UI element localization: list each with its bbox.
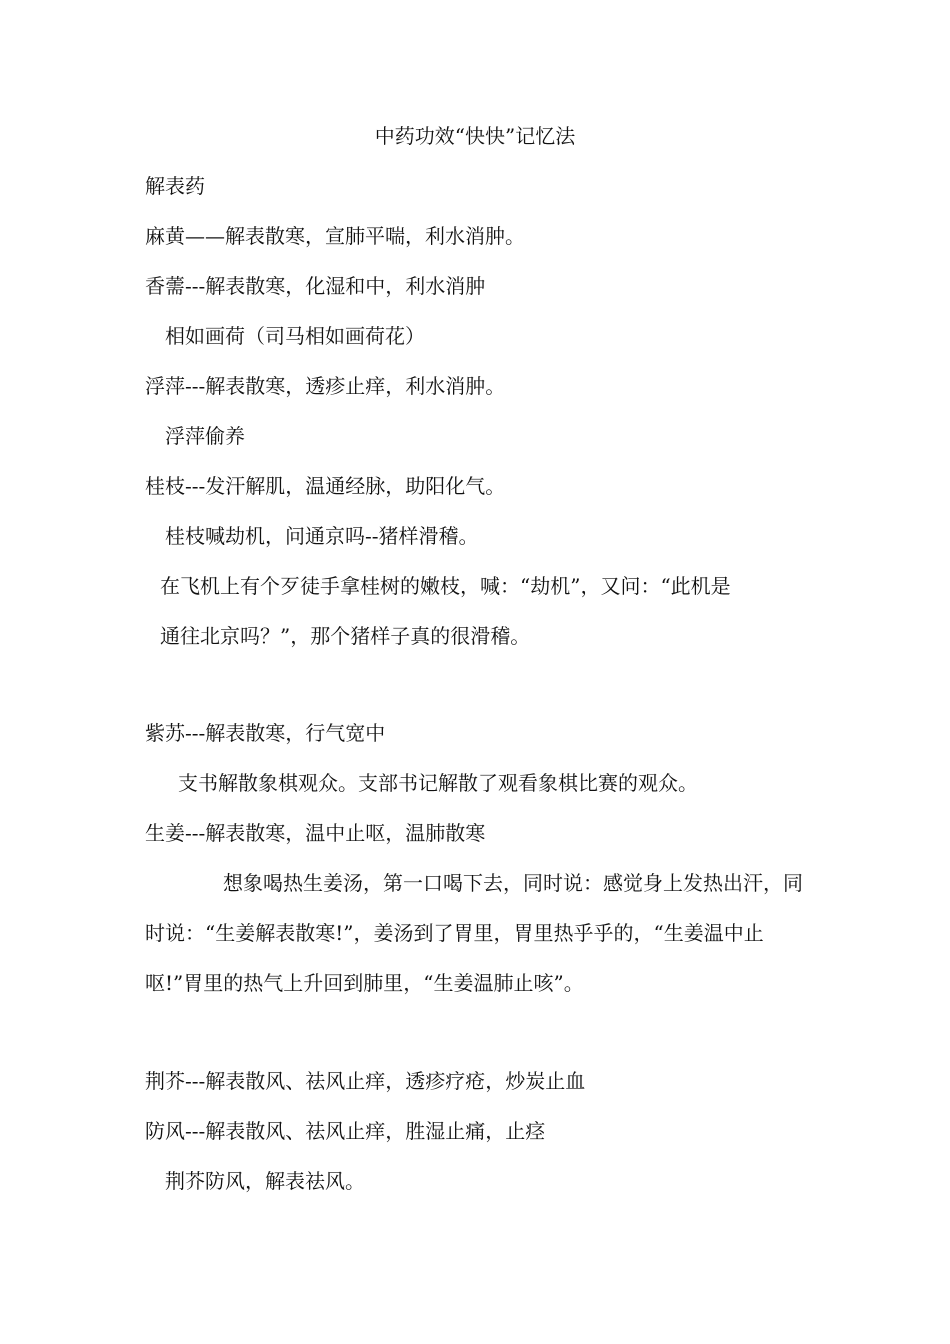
mnemonic-zisu: 支书解散象棋观众。支部书记解散了观看象棋比赛的观众。 xyxy=(178,771,698,795)
herb-line-jingjie: 荆芥---解表散风、祛风止痒，透疹疗疮，炒炭止血 xyxy=(145,1069,586,1093)
mnemonic-xiangru: 相如画荷（司马相如画荷花） xyxy=(165,324,425,348)
mnemonic-jingjie-fangfeng: 荆芥防风，解表祛风。 xyxy=(165,1169,365,1193)
herb-line-mahuang: 麻黄——解表散寒，宣肺平喘，利水消肿。 xyxy=(145,224,525,248)
story-line-guizhi-2: 通往北京吗？”，那个猪样子真的很滑稽。 xyxy=(160,624,531,648)
herb-line-zisu: 紫苏---解表散寒，行气宽中 xyxy=(145,721,386,745)
mnemonic-guizhi: 桂枝喊劫机，问通京吗--猪样滑稽。 xyxy=(165,524,479,548)
herb-line-fangfeng: 防风---解表散风、祛风止痒，胜湿止痛，止痉 xyxy=(145,1119,546,1143)
herb-line-xiangru: 香薷---解表散寒，化湿和中，利水消肿 xyxy=(145,274,486,298)
herb-line-fuping: 浮萍---解表散寒，透疹止痒，利水消肿。 xyxy=(145,374,506,398)
section-heading: 解表药 xyxy=(145,174,205,198)
herb-line-shengjiang: 生姜---解表散寒，温中止呕，温肺散寒 xyxy=(145,821,486,845)
mnemonic-fuping: 浮萍偷养 xyxy=(165,424,245,448)
story-line-guizhi-1: 在飞机上有个歹徒手拿桂树的嫩枝，喊：“劫机”，又问：“此机是 xyxy=(160,574,731,598)
herb-line-guizhi: 桂枝---发汗解肌，温通经脉，助阳化气。 xyxy=(145,474,506,498)
document-title: 中药功效“快快”记忆法 xyxy=(374,124,576,148)
story-shengjiang: 想象喝热生姜汤，第一口喝下去，同时说：感觉身上发热出汗，同时说：“生姜解表散寒!”，姜汤到了胃里，胃里热乎乎的，“生姜温中止呕!”胃里的热气上升回到肺里，“生姜温肺止咳”。 xyxy=(145,871,803,995)
